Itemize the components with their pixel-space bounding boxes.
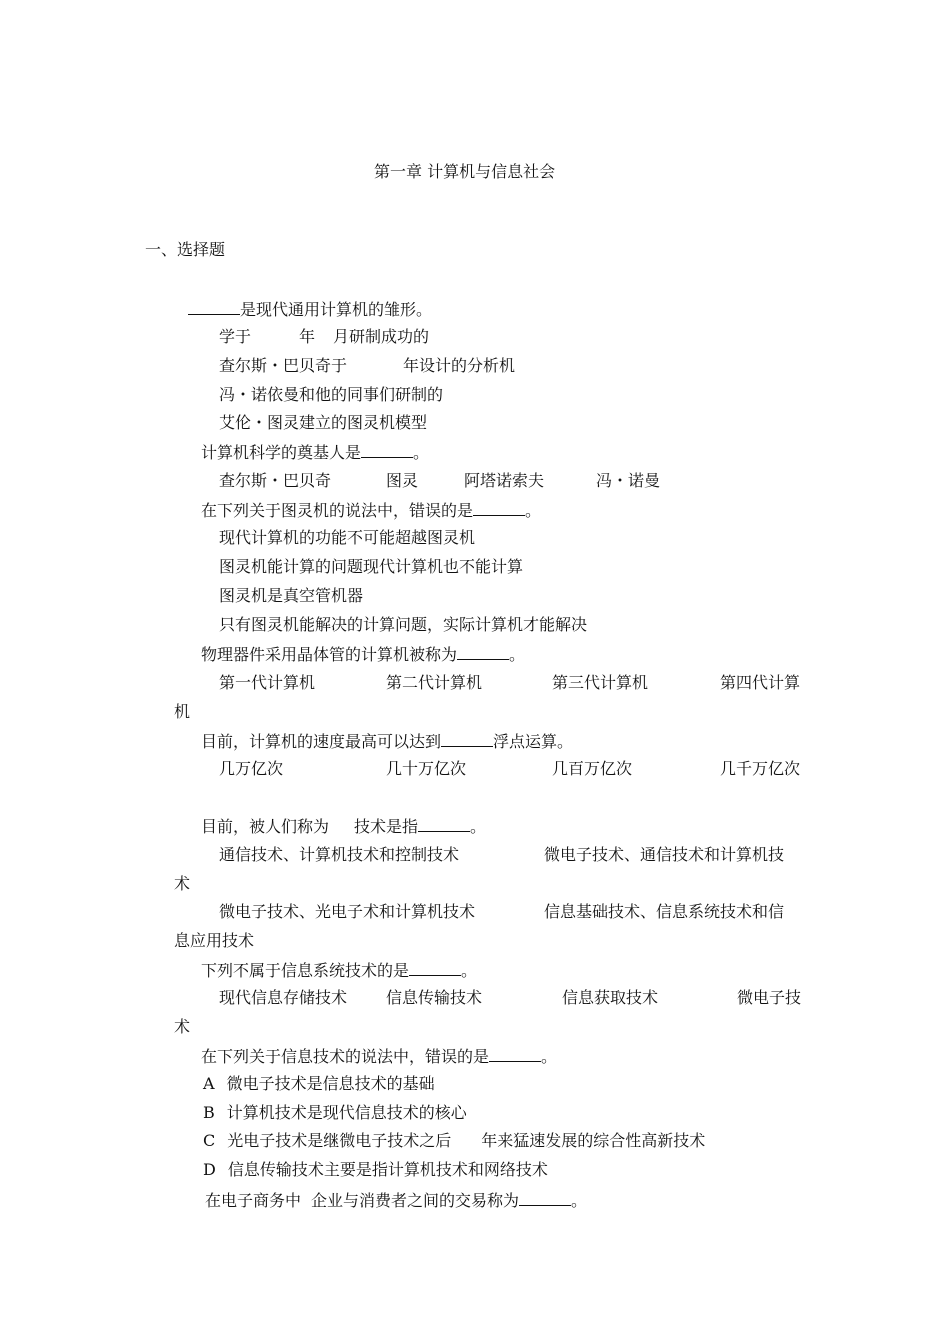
q7-option-a: 现代信息存储技术 bbox=[219, 988, 348, 1007]
q1-option-a-part3: 月研制成功的 bbox=[333, 327, 430, 346]
q1-option-c: 冯・诺依曼和他的同事们研制的 bbox=[219, 385, 444, 404]
question-5-stem: 目前，计算机的速度最高可以达到 浮点运算。 bbox=[201, 732, 574, 751]
q4-option-d: 第四代计算 bbox=[720, 673, 801, 692]
answer-blank bbox=[361, 442, 413, 458]
page-title: 第一章 计算机与信息社会 bbox=[374, 162, 556, 181]
answer-blank bbox=[519, 1190, 571, 1206]
answer-blank bbox=[441, 731, 493, 747]
q1-option-b-part2: 年设计的分析机 bbox=[403, 356, 516, 375]
q3-option-d: 只有图灵机能解决的计算问题，实际计算机才能解决 bbox=[219, 615, 588, 634]
q2-option-b: 图灵 bbox=[386, 471, 419, 490]
question-2-stem: 计算机科学的奠基人是 。 bbox=[201, 443, 430, 462]
q6-option-d: 信息基础技术、信息系统技术和信 bbox=[544, 902, 785, 921]
section-heading: 一、选择题 bbox=[145, 240, 226, 259]
q4-option-c: 第三代计算机 bbox=[552, 673, 649, 692]
q2-option-c: 阿塔诺索夫 bbox=[464, 471, 545, 490]
question-1-stem: 是现代通用计算机的雏形。 bbox=[188, 299, 432, 320]
q6-option-b-wrap: 术 bbox=[174, 874, 191, 893]
question-8-stem: 在下列关于信息技术的说法中，错误的是 。 bbox=[201, 1047, 558, 1066]
q4-option-b: 第二代计算机 bbox=[386, 673, 483, 692]
answer-blank bbox=[418, 816, 470, 832]
q3-option-a: 现代计算机的功能不可能超越图灵机 bbox=[219, 528, 476, 547]
q4-option-d-wrap: 机 bbox=[174, 702, 191, 721]
q1-option-a-part2: 年 bbox=[299, 327, 316, 346]
q6-option-b: 微电子技术、通信技术和计算机技 bbox=[544, 845, 785, 864]
q1-option-a-part1: 学于 bbox=[219, 327, 252, 346]
q6-option-c: 微电子技术、光电子术和计算机技术 bbox=[219, 902, 476, 921]
q2-option-a: 查尔斯・巴贝奇 bbox=[219, 471, 332, 490]
q3-option-c: 图灵机是真空管机器 bbox=[219, 586, 364, 605]
q8-option-a: A 微电子技术是信息技术的基础 bbox=[203, 1074, 435, 1093]
question-3-stem: 在下列关于图灵机的说法中，错误的是 。 bbox=[201, 501, 542, 520]
q7-option-c: 信息获取技术 bbox=[562, 988, 659, 1007]
q1-option-d: 艾伦・图灵建立的图灵机模型 bbox=[219, 413, 428, 432]
q7-option-d: 微电子技 bbox=[737, 988, 802, 1007]
q7-option-d-wrap: 术 bbox=[174, 1017, 191, 1036]
question-6-stem: 目前，被人们称为 技术是指 。 bbox=[201, 817, 487, 836]
question-9-stem: 在电子商务中 企业与消费者之间的交易称为 。 bbox=[205, 1191, 588, 1210]
q8-option-b: B 计算机技术是现代信息技术的核心 bbox=[203, 1103, 467, 1122]
answer-blank bbox=[188, 299, 240, 315]
q8-option-d: D 信息传输技术主要是指计算机技术和网络技术 bbox=[203, 1160, 548, 1179]
answer-blank bbox=[457, 644, 509, 660]
q8-option-c: C 光电子技术是继微电子技术之后 年来猛速发展的综合性高新技术 bbox=[203, 1131, 706, 1150]
q4-option-a: 第一代计算机 bbox=[219, 673, 316, 692]
question-4-stem: 物理器件采用晶体管的计算机被称为 。 bbox=[201, 645, 526, 664]
q6-option-d-wrap: 息应用技术 bbox=[174, 931, 255, 950]
q5-option-a: 几万亿次 bbox=[219, 759, 284, 778]
q7-option-b: 信息传输技术 bbox=[386, 988, 483, 1007]
question-7-stem: 下列不属于信息系统技术的是 。 bbox=[201, 961, 478, 980]
answer-blank bbox=[409, 960, 461, 976]
q6-option-a: 通信技术、计算机技术和控制技术 bbox=[219, 845, 460, 864]
q2-option-d: 冯・诺曼 bbox=[596, 471, 661, 490]
q1-option-b-part1: 查尔斯・巴贝奇于 bbox=[219, 356, 348, 375]
q3-option-b: 图灵机能计算的问题现代计算机也不能计算 bbox=[219, 557, 524, 576]
q5-option-d: 几千万亿次 bbox=[720, 759, 801, 778]
answer-blank bbox=[473, 500, 525, 516]
q5-option-c: 几百万亿次 bbox=[552, 759, 633, 778]
q5-option-b: 几十万亿次 bbox=[386, 759, 467, 778]
answer-blank bbox=[489, 1046, 541, 1062]
